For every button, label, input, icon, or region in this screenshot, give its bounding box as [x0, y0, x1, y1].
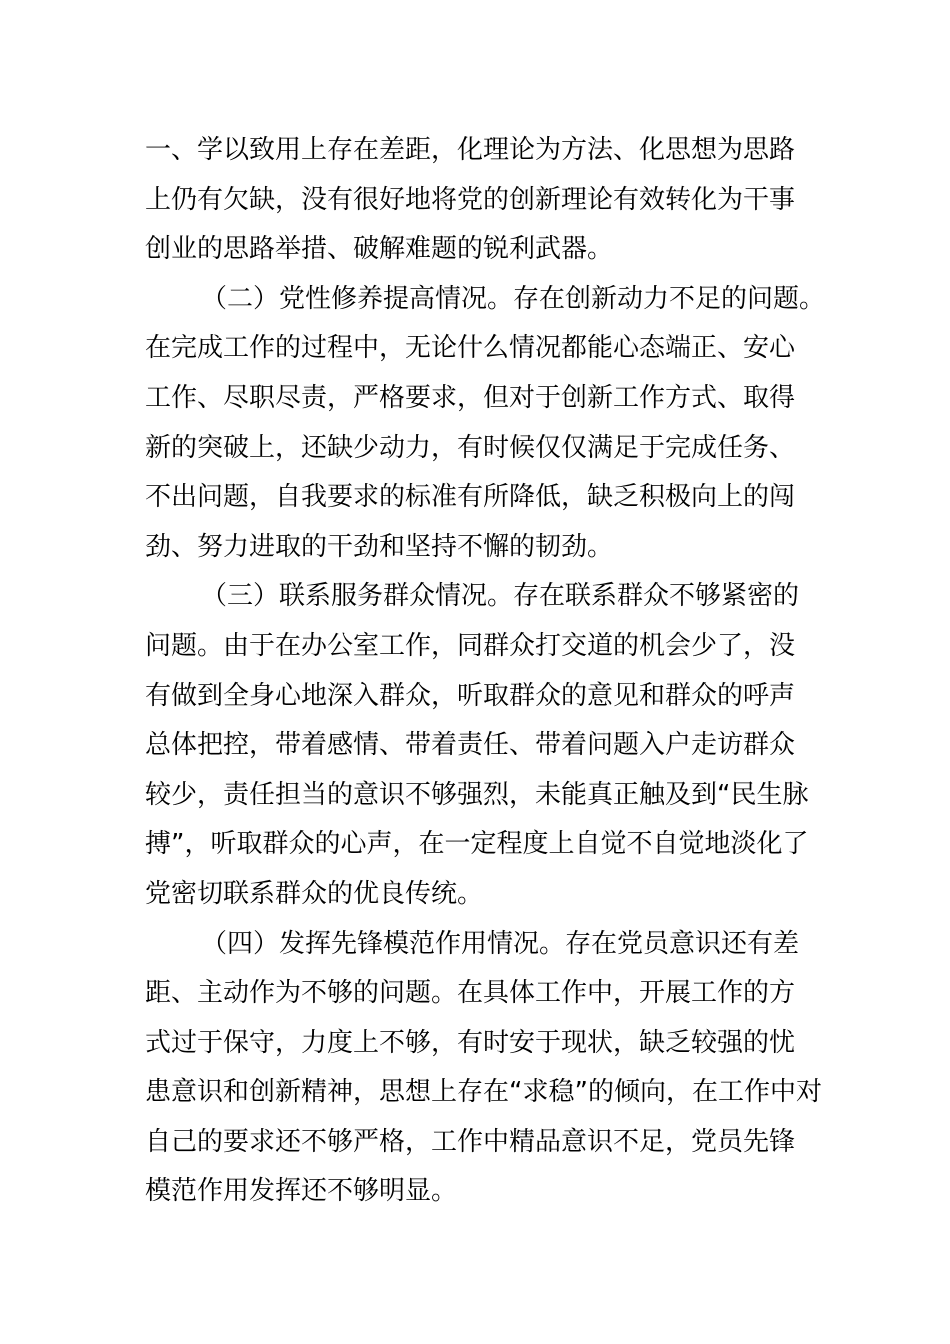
text-line: 总体把控，带着感情、带着责任、带着问题入户走访群众 — [145, 730, 796, 761]
text-line: 劲、努力进取的干劲和坚持不懈的韧劲。 — [145, 531, 614, 562]
text-line: 式过于保守，力度上不够，有时安于现状，缺乏较强的忧 — [145, 1027, 796, 1058]
section-heading-line: （二）党性修养提高情况。存在创新动力不足的问题。 — [201, 283, 826, 314]
text-line: 新的突破上，还缺少动力，有时候仅仅满足于完成任务、 — [145, 432, 796, 463]
text-line: 距、主动作为不够的问题。在具体工作中，开展工作的方 — [145, 978, 796, 1009]
text-line: 较少，责任担当的意识不够强烈，未能真正触及到“民生脉 — [145, 779, 809, 810]
section-heading-line: （四）发挥先锋模范作用情况。存在党员意识还有差 — [201, 928, 800, 959]
document-body — [145, 126, 825, 1217]
text-line: 模范作用发挥还不够明显。 — [145, 1176, 458, 1207]
text-line: 自己的要求还不够严格，工作中精品意识不足，党员先锋 — [145, 1126, 796, 1157]
text-line: 工作、尽职尽责，严格要求，但对于创新工作方式、取得 — [145, 382, 796, 413]
section-heading-line: （三）联系服务群众情况。存在联系群众不够紧密的 — [201, 581, 800, 612]
text-line: 患意识和创新精神，思想上存在“求稳”的倾向，在工作中对 — [145, 1077, 822, 1108]
text-line: 问题。由于在办公室工作，同群众打交道的机会少了，没 — [145, 630, 796, 661]
text-line: 党密切联系群众的优良传统。 — [145, 878, 484, 909]
text-line: 不出问题，自我要求的标准有所降低，缺乏积极向上的闯 — [145, 482, 796, 513]
text-line: 搏”，听取群众的心声，在一定程度上自觉不自觉地淡化了 — [145, 829, 809, 860]
text-line: 在完成工作的过程中，无论什么情况都能心态端正、安心 — [145, 333, 796, 364]
text-line: 一、学以致用上存在差距，化理论为方法、化思想为思路 — [145, 135, 796, 165]
text-line: 有做到全身心地深入群众，听取群众的意见和群众的呼声 — [145, 680, 796, 711]
text-line: 创业的思路举措、破解难题的锐利武器。 — [145, 234, 614, 265]
text-line: 上仍有欠缺，没有很好地将党的创新理论有效转化为干事 — [145, 184, 796, 215]
